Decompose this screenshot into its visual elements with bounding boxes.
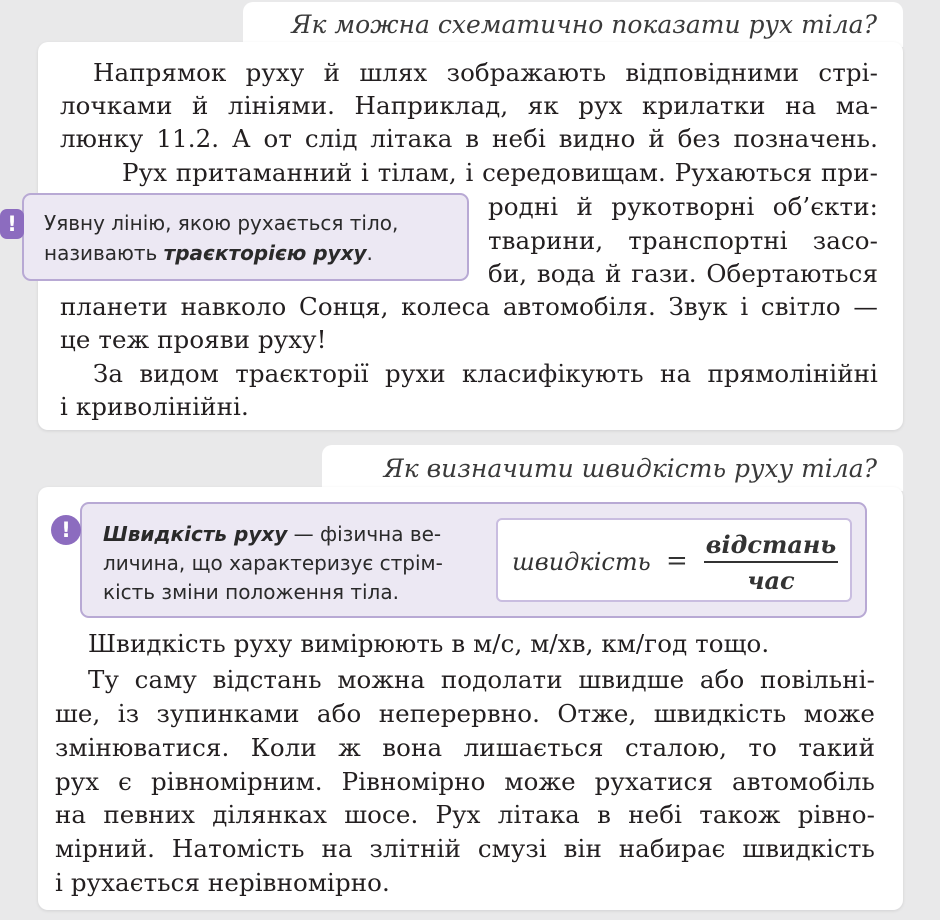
note-text: називають xyxy=(44,241,164,265)
section2-line: Ту саму відстань можна подолати швидше або повільні- xyxy=(88,665,875,694)
note-line xyxy=(103,520,441,548)
note-line: кість зміни положення тіла. xyxy=(103,580,399,604)
speed-term: Швидкість руху xyxy=(103,522,288,546)
section2-line: Швидкість руху вимірюють в м/с, м/хв, км/год тощо. xyxy=(88,629,770,658)
section1-line: Рух притаманний і тілам, і середовищам. Рухаються при- xyxy=(122,158,878,187)
speed-formula xyxy=(496,518,852,602)
section2-heading: Як визначити швидкість руху тіла? xyxy=(383,453,877,483)
formula-lhs: швидкість xyxy=(512,548,651,576)
section1-heading: Як можна схематично показати рух тіла? xyxy=(291,10,877,39)
section2-line: рух є рівномірним. Рівномірно може рухатися автомобіль xyxy=(55,767,875,796)
formula-numerator: відстань xyxy=(705,530,837,559)
exclamation-icon: ! xyxy=(0,209,24,239)
section2-heading-tab xyxy=(322,445,903,491)
note-line xyxy=(44,239,373,267)
section2-line: ше, із зупинками або неперервно. Отже, швидкість може xyxy=(55,699,875,728)
fraction-bar xyxy=(704,561,838,563)
section1-line: тварини, транспортні засо- xyxy=(488,226,878,255)
formula-denominator: час xyxy=(747,566,795,595)
section2-line: змінюватися. Коли ж вона лишається сталою, то такий xyxy=(55,733,875,762)
section1-line: і криволінійні. xyxy=(60,392,249,421)
note-text: — фізична ве- xyxy=(287,522,442,546)
formula-equals: = xyxy=(666,546,688,576)
section2-line: на певних ділянках шосе. Рух літака в небі також рівно- xyxy=(55,800,875,829)
note-line: личина, що характеризує стрім- xyxy=(103,551,443,575)
section1-line: планети навколо Сонця, колеса автомобіля. Звук і світло — xyxy=(60,292,878,321)
section1-line: лочками й лініями. Наприклад, як рух крилатки на ма- xyxy=(60,91,878,120)
section1-line: Напрямок руху й шлях зображають відповідними стрі- xyxy=(93,58,878,87)
section1-line: люнку 11.2. А от слід літака в небі видно й без позначень. xyxy=(60,124,878,153)
section2-line: мірний. Натомість на злітній смузі він набирає швидкість xyxy=(55,834,875,863)
section1-heading-tab xyxy=(243,2,903,47)
section1-line: родні й рукотворні об’єкти: xyxy=(488,192,878,221)
section1-line: би, вода й гази. Обертаються xyxy=(488,259,878,288)
note-text: . xyxy=(366,241,373,265)
section2-line: і рухається нерівномірно. xyxy=(55,868,390,897)
trajectory-term: траєкторією руху xyxy=(163,241,367,265)
exclamation-icon: ! xyxy=(51,515,81,545)
trajectory-definition-note xyxy=(22,193,469,281)
note-line: Уявну лінію, якою рухається тіло, xyxy=(44,211,399,235)
section1-line: За видом траєкторії рухи класифікують на прямолінійні xyxy=(93,359,878,388)
section1-line: це теж прояви руху! xyxy=(60,325,327,354)
